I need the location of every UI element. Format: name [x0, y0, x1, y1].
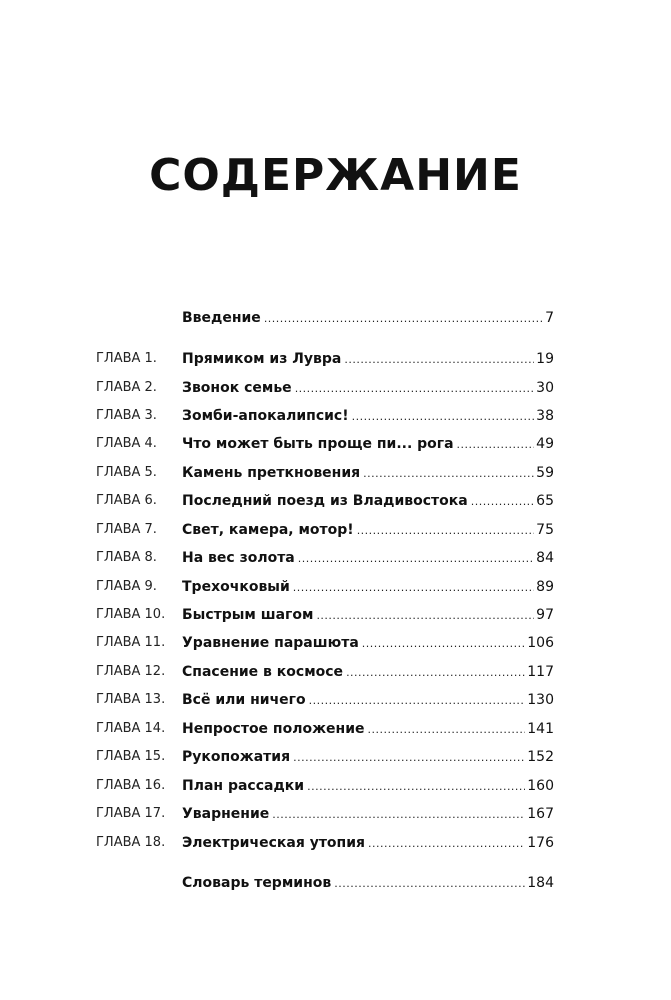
entry-title: Рукопожатия: [182, 749, 291, 765]
entry-page: 106: [527, 635, 554, 651]
toc-entry-chapter-2[interactable]: [0, 378, 671, 398]
entry-title: Электрическая утопия: [182, 835, 366, 851]
toc-entry-chapter-17[interactable]: [0, 804, 671, 824]
entry-title: Прямиком из Лувра: [182, 351, 342, 367]
chapter-label: ГЛАВА 9.: [96, 579, 157, 594]
chapter-label: ГЛАВА 7.: [96, 522, 157, 537]
toc-entry-chapter-7[interactable]: [0, 520, 671, 540]
toc-entry-chapter-11[interactable]: [0, 633, 671, 653]
toc-entry-intro[interactable]: [0, 308, 671, 328]
chapter-label: ГЛАВА 2.: [96, 380, 157, 395]
toc-entry-chapter-10[interactable]: [0, 605, 671, 625]
entry-page: 160: [527, 778, 554, 794]
entry-title: Последний поезд из Владивостока: [182, 493, 468, 509]
toc-entry-chapter-6[interactable]: [0, 491, 671, 511]
entry-page: 84: [536, 550, 554, 566]
entry-page: 141: [527, 721, 554, 737]
toc-entry-chapter-3[interactable]: [0, 406, 671, 426]
chapter-label: ГЛАВА 10.: [96, 607, 166, 622]
entry-page: 19: [536, 351, 554, 367]
entry-page: 30: [536, 380, 554, 396]
entry-page: 152: [527, 749, 554, 765]
toc-entry-chapter-13[interactable]: [0, 690, 671, 710]
dot-leader: [295, 379, 534, 399]
entry-page: 49: [536, 436, 554, 452]
toc-entry-chapter-16[interactable]: [0, 776, 671, 796]
chapter-label: ГЛАВА 6.: [96, 493, 157, 508]
entry-page: 184: [527, 875, 554, 891]
entry-page: 167: [527, 806, 554, 822]
entry-title: Быстрым шагом: [182, 607, 314, 623]
chapter-label: ГЛАВА 4.: [96, 436, 157, 451]
chapter-label: ГЛАВА 11.: [96, 635, 166, 650]
dot-leader: [368, 720, 526, 740]
toc-entry-chapter-4[interactable]: [0, 434, 671, 454]
toc-entry-chapter-18[interactable]: [0, 833, 671, 853]
toc-entry-chapter-1[interactable]: [0, 349, 671, 369]
entry-page: 117: [527, 664, 554, 680]
entry-page: 7: [545, 310, 554, 326]
toc-entry-chapter-8[interactable]: [0, 548, 671, 568]
entry-page: 130: [527, 692, 554, 708]
toc-entry-chapter-15[interactable]: [0, 747, 671, 767]
dot-leader: [363, 464, 534, 484]
entry-page: 176: [527, 835, 554, 851]
entry-title: Трехочковый: [182, 579, 290, 595]
entry-title: На вес золота: [182, 550, 295, 566]
dot-leader: [357, 521, 534, 541]
dot-leader: [352, 407, 535, 427]
dot-leader: [293, 748, 525, 768]
entry-page: 65: [536, 493, 554, 509]
toc-entry-chapter-14[interactable]: [0, 719, 671, 739]
chapter-label: ГЛАВА 18.: [96, 835, 166, 850]
dot-leader: [346, 663, 525, 683]
chapter-label: ГЛАВА 8.: [96, 550, 157, 565]
entry-page: 59: [536, 465, 554, 481]
chapter-label: ГЛАВА 1.: [96, 351, 157, 366]
entry-page: 89: [536, 579, 554, 595]
dot-leader: [362, 634, 525, 654]
toc-entry-chapter-9[interactable]: [0, 577, 671, 597]
entry-title: Свет, камера, мотор!: [182, 522, 354, 538]
toc-entry-chapter-12[interactable]: [0, 662, 671, 682]
chapter-label: ГЛАВА 17.: [96, 806, 166, 821]
dot-leader: [334, 874, 525, 894]
page-title: СОДЕРЖАНИЕ: [149, 150, 522, 201]
entry-title: Зомби-апокалипсис!: [182, 408, 349, 424]
chapter-label: ГЛАВА 13.: [96, 692, 166, 707]
dot-leader: [309, 691, 526, 711]
entry-title: Уварнение: [182, 806, 270, 822]
toc-entry-chapter-5[interactable]: [0, 463, 671, 483]
entry-title: Спасение в космосе: [182, 664, 344, 680]
dot-leader: [316, 606, 534, 626]
entry-title: Введение: [182, 310, 261, 326]
dot-leader: [307, 777, 525, 797]
entry-title: Звонок семье: [182, 380, 292, 396]
dot-leader: [293, 578, 534, 598]
entry-title: Камень преткновения: [182, 465, 361, 481]
dot-leader: [264, 309, 543, 329]
chapter-label: ГЛАВА 3.: [96, 408, 157, 423]
chapter-label: ГЛАВА 12.: [96, 664, 166, 679]
dot-leader: [368, 834, 525, 854]
entry-page: 38: [536, 408, 554, 424]
toc-entry-glossary[interactable]: [0, 873, 671, 893]
chapter-label: ГЛАВА 15.: [96, 749, 166, 764]
entry-page: 75: [536, 522, 554, 538]
entry-title: Уравнение парашюта: [182, 635, 359, 651]
dot-leader: [457, 435, 535, 455]
chapter-label: ГЛАВА 5.: [96, 465, 157, 480]
entry-title: Словарь терминов: [182, 875, 332, 891]
entry-title: План рассадки: [182, 778, 305, 794]
dot-leader: [471, 492, 534, 512]
entry-title: Что может быть проще пи... рога: [182, 436, 454, 452]
entry-title: Непростое положение: [182, 721, 365, 737]
entry-page: 97: [536, 607, 554, 623]
dot-leader: [272, 805, 525, 825]
chapter-label: ГЛАВА 14.: [96, 721, 166, 736]
entry-title: Всё или ничего: [182, 692, 306, 708]
chapter-label: ГЛАВА 16.: [96, 778, 166, 793]
dot-leader: [344, 350, 534, 370]
dot-leader: [298, 549, 534, 569]
